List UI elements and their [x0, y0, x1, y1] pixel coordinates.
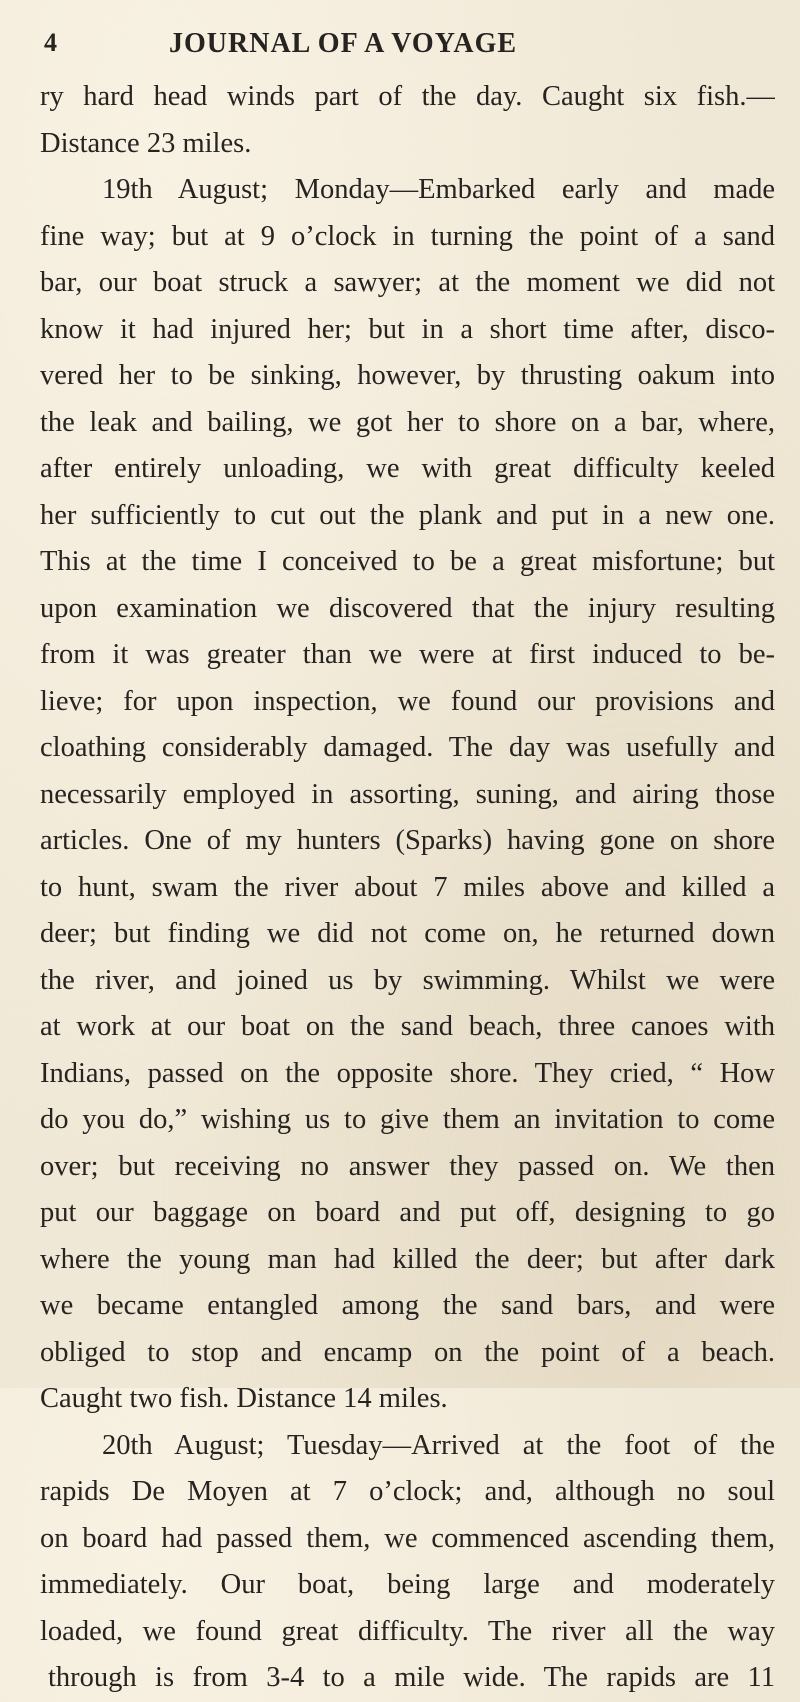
- text-line: bar, our boat struck a sawyer; at the moment we did not: [40, 267, 775, 298]
- text-line: on board had passed them, we commenced ascending them,: [40, 1522, 775, 1554]
- text-line: vered her to be sinking, however, by thrusting oakum into: [40, 360, 775, 391]
- text-line: to hunt, swam the river about 7 miles above and killed a: [40, 871, 775, 903]
- text-line: the leak and bailing, we got her to shore on a bar, where,: [40, 406, 775, 438]
- text-line: through is from 3-4 to a mile wide. The rapids are 11: [48, 1662, 775, 1693]
- text-line: where the young man had killed the deer; but after dark: [40, 1243, 775, 1275]
- text-line: 19th August; Monday—Embarked early and made: [102, 174, 775, 205]
- text-line: her sufficiently to cut out the plank and put in a new one.: [40, 499, 775, 531]
- text-line: from it was greater than we were at first induced to be-: [40, 639, 775, 670]
- text-line: at work at our boat on the sand beach, three canoes with: [40, 1011, 775, 1042]
- text-line: put our baggage on board and put off, designing to go: [40, 1197, 775, 1228]
- text-line: the river, and joined us by swimming. Whilst we were: [40, 964, 775, 996]
- text-line: fine way; but at 9 o’clock in turning the point of a sand: [40, 220, 775, 252]
- text-line: ry hard head winds part of the day. Caught six fish.—: [40, 81, 775, 112]
- text-line: loaded, we found great difficulty. The river all the way: [40, 1615, 775, 1647]
- text-line: after entirely unloading, we with great difficulty keeled: [40, 453, 775, 484]
- text-line: 20th August; Tuesday—Arrived at the foot of the: [102, 1429, 775, 1461]
- text-line: deer; but finding we did not come on, he returned down: [40, 918, 775, 949]
- text-line: lieve; for upon inspection, we found our provisions and: [40, 685, 775, 717]
- text-line: Caught two fish. Distance 14 miles.: [40, 1383, 448, 1414]
- text-line: upon examination we discovered that the injury resulting: [40, 592, 775, 624]
- text-line: Indians, passed on the opposite shore. They cried, “ How: [40, 1057, 775, 1089]
- text-line: obliged to stop and encamp on the point of a beach.: [40, 1336, 775, 1368]
- text-line: do you do,” wishing us to give them an invitation to come: [40, 1104, 775, 1135]
- body-text: [40, 74, 775, 1702]
- text-line: we became entangled among the sand bars, and were: [40, 1290, 775, 1321]
- text-line: immediately. Our boat, being large and moderately: [40, 1569, 775, 1600]
- text-line: articles. One of my hunters (Sparks) having gone on shore: [40, 825, 775, 856]
- text-line: Distance 23 miles.: [40, 127, 252, 159]
- page-header: [44, 22, 764, 62]
- running-head: JOURNAL OF A VOYAGE: [169, 28, 518, 59]
- text-line: necessarily employed in assorting, suning, and airing those: [40, 778, 775, 810]
- text-line: rapids De Moyen at 7 o’clock; and, although no soul: [40, 1476, 775, 1507]
- text-line: over; but receiving no answer they passed on. We then: [40, 1150, 775, 1182]
- page-number: 4: [44, 28, 57, 57]
- text-line: cloathing considerably damaged. The day was usefully and: [40, 732, 775, 763]
- text-line: This at the time I conceived to be a great misfortune; but: [40, 546, 775, 577]
- text-line: know it had injured her; but in a short time after, disco-: [40, 313, 775, 345]
